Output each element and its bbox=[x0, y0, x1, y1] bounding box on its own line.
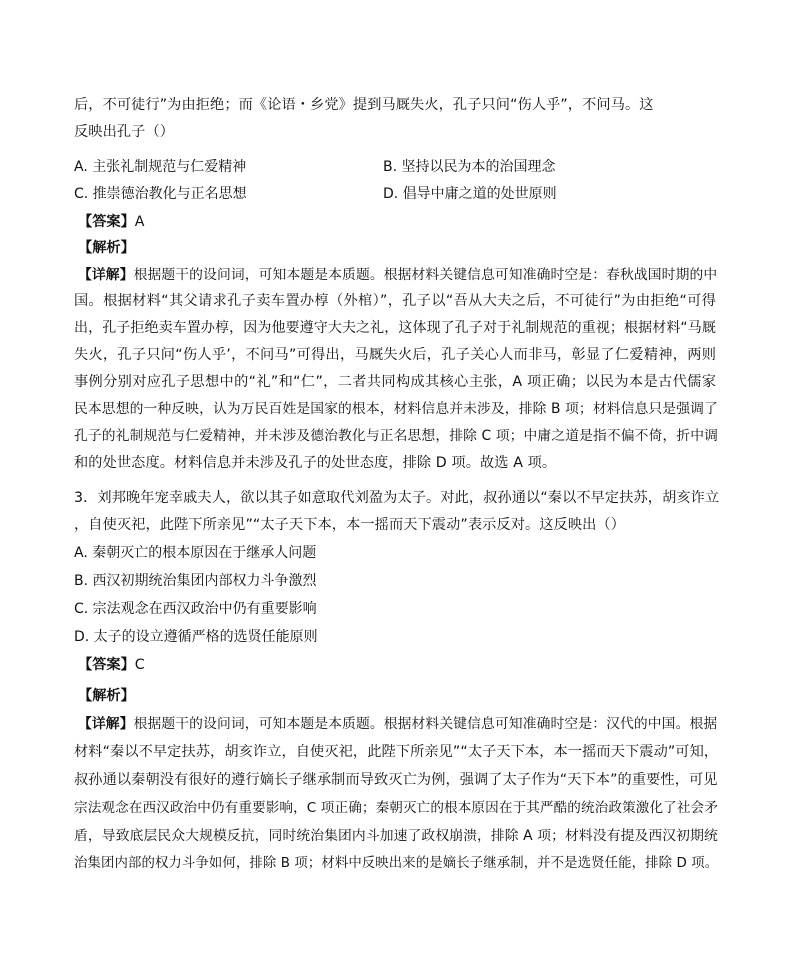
q2-option-a: A. 主张礼制规范与仁爱精神 bbox=[74, 159, 247, 175]
q2-detail-line-4: 失火，孔子只问“伤人乎’，不问马”可得出，马厩失火后，孔子关心人而非马，彰显了仁爱精神，两则 bbox=[74, 347, 716, 363]
q3-detail-line-5: 盾，导致底层民众大规模反抗，同时统治集团内斗加速了政权崩溃，排除 A 项；材料没有提及西汉初期统 bbox=[74, 828, 718, 844]
q2-detail-line-6: 民本思想的一种反映，认为万民百姓是国家的根本，材料信息并未涉及，排除 B 项；材料信息只是强调了 bbox=[74, 401, 718, 417]
q2-analysis-label: 【解析】 bbox=[78, 240, 135, 256]
q3-option-b: B. 西汉初期统治集团内部权力斗争激烈 bbox=[74, 573, 317, 589]
q3-stem-line-2: ，自使灭祀，此陛下所亲见”“太子天下本，本一摇而天下震动”表示反对。这反映出（） bbox=[74, 517, 625, 533]
q2-detail-line-2: 国。根据材料“其父请求孔子卖车置办椁（外棺）”，孔子以“吾从大夫之后，不可徒行”为由拒绝“可得 bbox=[74, 293, 716, 309]
q3-answer bbox=[78, 655, 145, 675]
q3-option-d: D. 太子的设立遵循严格的选贤任能原则 bbox=[74, 629, 318, 645]
answer-value: A bbox=[134, 214, 145, 230]
q2-stem-line-1: 后，不可徒行”为由拒绝；而《论语・乡党》提到马厩失火，孔子只问“伤人乎”，不问马。这 bbox=[74, 97, 654, 113]
q2-stem-line-2: 反映出孔子（） bbox=[74, 124, 175, 140]
q2-detail-line-7: 孔子的礼制规范与仁爱精神，并未涉及德治教化与正名思想，排除 C 项；中庸之道是指不偏不倚，折中调 bbox=[74, 428, 719, 444]
q2-detail-line-1: 【详解】根据题干的设问词，可知本题是本质题。根据材料关键信息可知准确时空是：春秋战国时期的中 bbox=[78, 267, 718, 283]
q2-option-c: C. 推崇德治教化与正名思想 bbox=[74, 186, 247, 202]
detail-label: 【详解】 bbox=[78, 267, 134, 283]
q3-option-c: C. 宗法观念在西汉政治中仍有重要影响 bbox=[74, 601, 317, 617]
q3-stem-line-1: 3．刘邦晚年宠幸戚夫人，欲以其子如意取代刘盈为太子。对此，叔孙通以“秦以不早定扶苏，胡亥诈立 bbox=[74, 490, 720, 506]
q2-answer bbox=[78, 212, 144, 232]
q3-analysis-label: 【解析】 bbox=[78, 688, 135, 704]
q3-detail-line-2: 材料“秦以不早定扶苏，胡亥诈立，自使灭祀，此陛下所亲见”“太子天下本，本一摇而天下震动”可知， bbox=[74, 744, 719, 760]
q2-option-b: B. 坚持以民为本的治国理念 bbox=[383, 159, 556, 175]
answer-label: 【答案】 bbox=[78, 657, 135, 673]
q3-detail-line-1: 【详解】根据题干的设问词，可知本题是本质题。根据材料关键信息可知准确时空是：汉代的中国。根据 bbox=[78, 716, 718, 732]
q2-option-d: D. 倡导中庸之道的处世原则 bbox=[383, 186, 557, 202]
q3-detail-line-6: 治集团内部的权力斗争如何，排除 B 项；材料中反映出来的是嫡长子继承制，并不是选贤任能，排除 D 项。 bbox=[74, 856, 719, 871]
q2-detail-line-8: 和的处世态度。材料信息并未涉及孔子的处世态度，排除 D 项。故选 A 项。 bbox=[74, 455, 557, 471]
q3-detail-line-3: 叔孙通以秦朝没有很好的遵行嫡长子继承制而导致灭亡为例，强调了太子作为“天下本”的重要性，可见 bbox=[74, 772, 718, 788]
q3-detail-line-4: 宗法观念在西汉政治中仍有重要影响，C 项正确；秦朝灭亡的根本原因在于其严酷的统治政策激化了社会矛 bbox=[74, 800, 718, 816]
answer-value: C bbox=[134, 657, 145, 673]
q3-option-a: A. 秦朝灭亡的根本原因在于继承人问题 bbox=[74, 545, 317, 561]
answer-label: 【答案】 bbox=[78, 214, 135, 230]
q2-detail-line-3: 出，孔子拒绝卖车置办椁，因为他要遵守大夫之礼，这体现了孔子对于礼制规范的重视；根据材料“马厩 bbox=[74, 320, 716, 336]
q2-detail-line-5: 事例分别对应孔子思想中的“礼”和“仁”，二者共同构成其核心主张，A 项正确；以民为本是古代儒家 bbox=[74, 374, 716, 390]
detail-label: 【详解】 bbox=[78, 716, 134, 732]
